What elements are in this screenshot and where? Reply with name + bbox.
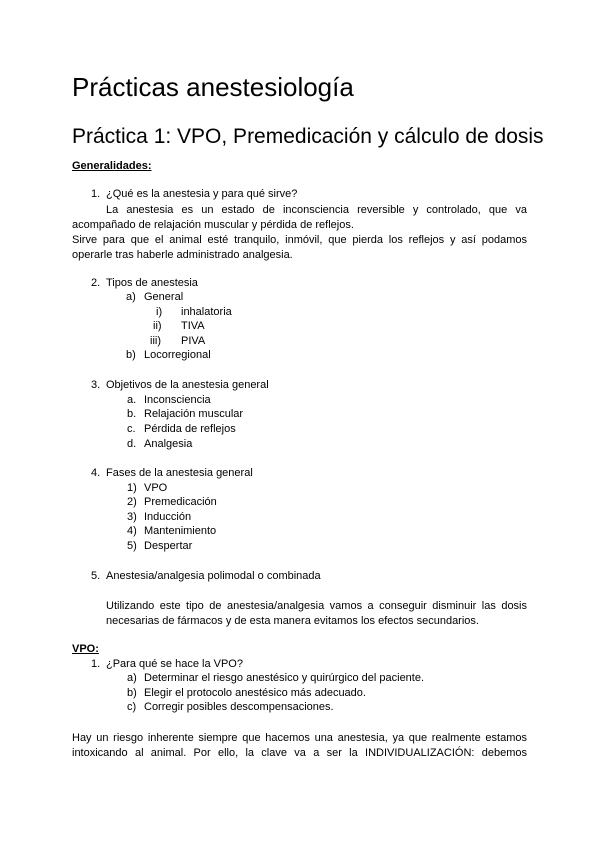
list-item: Elegir el protocolo anestésico más adecuado. — [144, 687, 366, 699]
paragraph-line: Utilizando este tipo de anestesia/analgesia vamos a conseguir disminuir las dosis — [106, 600, 527, 612]
list-item: Mantenimiento — [144, 525, 217, 537]
document-title: Prácticas anestesiología — [72, 72, 354, 102]
list-marker: 4. — [91, 467, 101, 479]
list-marker: a. — [127, 394, 137, 406]
paragraph-closing — [72, 731, 527, 760]
list-marker: 2. — [91, 277, 101, 289]
paragraph-polimodal — [106, 599, 527, 628]
paragraph-line: necesarias de fármacos y de esta manera evitamos los efectos secundarios. — [106, 614, 479, 627]
list-marker: 4) — [127, 525, 137, 537]
list-marker: 3) — [127, 511, 137, 523]
list-item: Premedicación — [144, 496, 217, 508]
list-item: Inconsciencia — [144, 394, 211, 406]
list-marker: c) — [127, 701, 137, 713]
list-item: Inducción — [144, 511, 192, 523]
paragraph-line: Hay un riesgo inherente siempre que hacemos una anestesia, ya que realmente estamos — [72, 732, 527, 744]
list-marker: 5) — [127, 540, 137, 552]
list-marker: d. — [127, 438, 137, 450]
practice-heading: Práctica 1: VPO, Premedicación y cálculo de dosis — [72, 125, 544, 148]
paragraph-line: Sirve para que el animal esté tranquilo, inmóvil, que pierda los reflejos y así podamos — [72, 234, 527, 246]
paragraph-line: operarle tras haberle administrado analgesia. — [72, 248, 293, 261]
list-item: Corregir posibles descompensaciones. — [144, 701, 334, 713]
list-item: General — [144, 291, 184, 303]
question-text: Objetivos de la anestesia general — [106, 379, 269, 391]
paragraph-purpose — [72, 233, 527, 262]
list-marker: i) — [156, 306, 163, 318]
list-item: Determinar el riesgo anestésico y quirúrgico del paciente. — [144, 672, 425, 684]
list-marker: iii) — [150, 335, 161, 347]
list-marker: b. — [127, 408, 137, 420]
list-item: Locorregional — [144, 349, 211, 361]
list-marker: 1) — [127, 482, 137, 494]
list-marker: ii) — [153, 320, 162, 332]
list-marker: a) — [126, 291, 136, 303]
section-heading-vpo: VPO: — [72, 643, 99, 655]
paragraph-definition — [72, 203, 527, 232]
list-item: Analgesia — [144, 438, 193, 450]
list-item: Relajación muscular — [144, 408, 244, 420]
question-text: Fases de la anestesia general — [106, 467, 253, 479]
list-marker: c. — [127, 423, 136, 435]
list-marker: b) — [127, 687, 137, 699]
question-text: Anestesia/analgesia polimodal o combinada — [106, 570, 321, 582]
list-marker: 5. — [91, 570, 101, 582]
question-text: ¿Para qué se hace la VPO? — [106, 658, 243, 670]
paragraph-line: intoxicando al animal. Por ello, la clave va a ser la INDIVIDUALIZACIÓN: debemos — [72, 746, 527, 759]
paragraph-line: acompañado de relajación muscular y pérdida de reflejos. — [72, 218, 354, 231]
list-marker: a) — [127, 672, 137, 684]
list-item: PIVA — [181, 335, 206, 347]
list-marker: 2) — [127, 496, 137, 508]
list-marker: 3. — [91, 379, 101, 391]
section-heading-generalidades: Generalidades: — [72, 160, 152, 172]
list-marker: b) — [126, 349, 136, 361]
list-item: Pérdida de reflejos — [144, 423, 236, 435]
list-marker: 1. — [91, 188, 101, 200]
list-item: VPO — [144, 482, 168, 494]
paragraph-line: La anestesia es un estado de inconsciencia reversible y controlado, que va — [106, 204, 527, 216]
list-marker: 1. — [91, 658, 101, 670]
list-item: Despertar — [144, 540, 193, 552]
question-text: Tipos de anestesia — [106, 277, 198, 289]
list-item: TIVA — [181, 320, 205, 332]
question-text: ¿Qué es la anestesia y para qué sirve? — [106, 188, 298, 200]
list-item: inhalatoria — [181, 306, 232, 318]
